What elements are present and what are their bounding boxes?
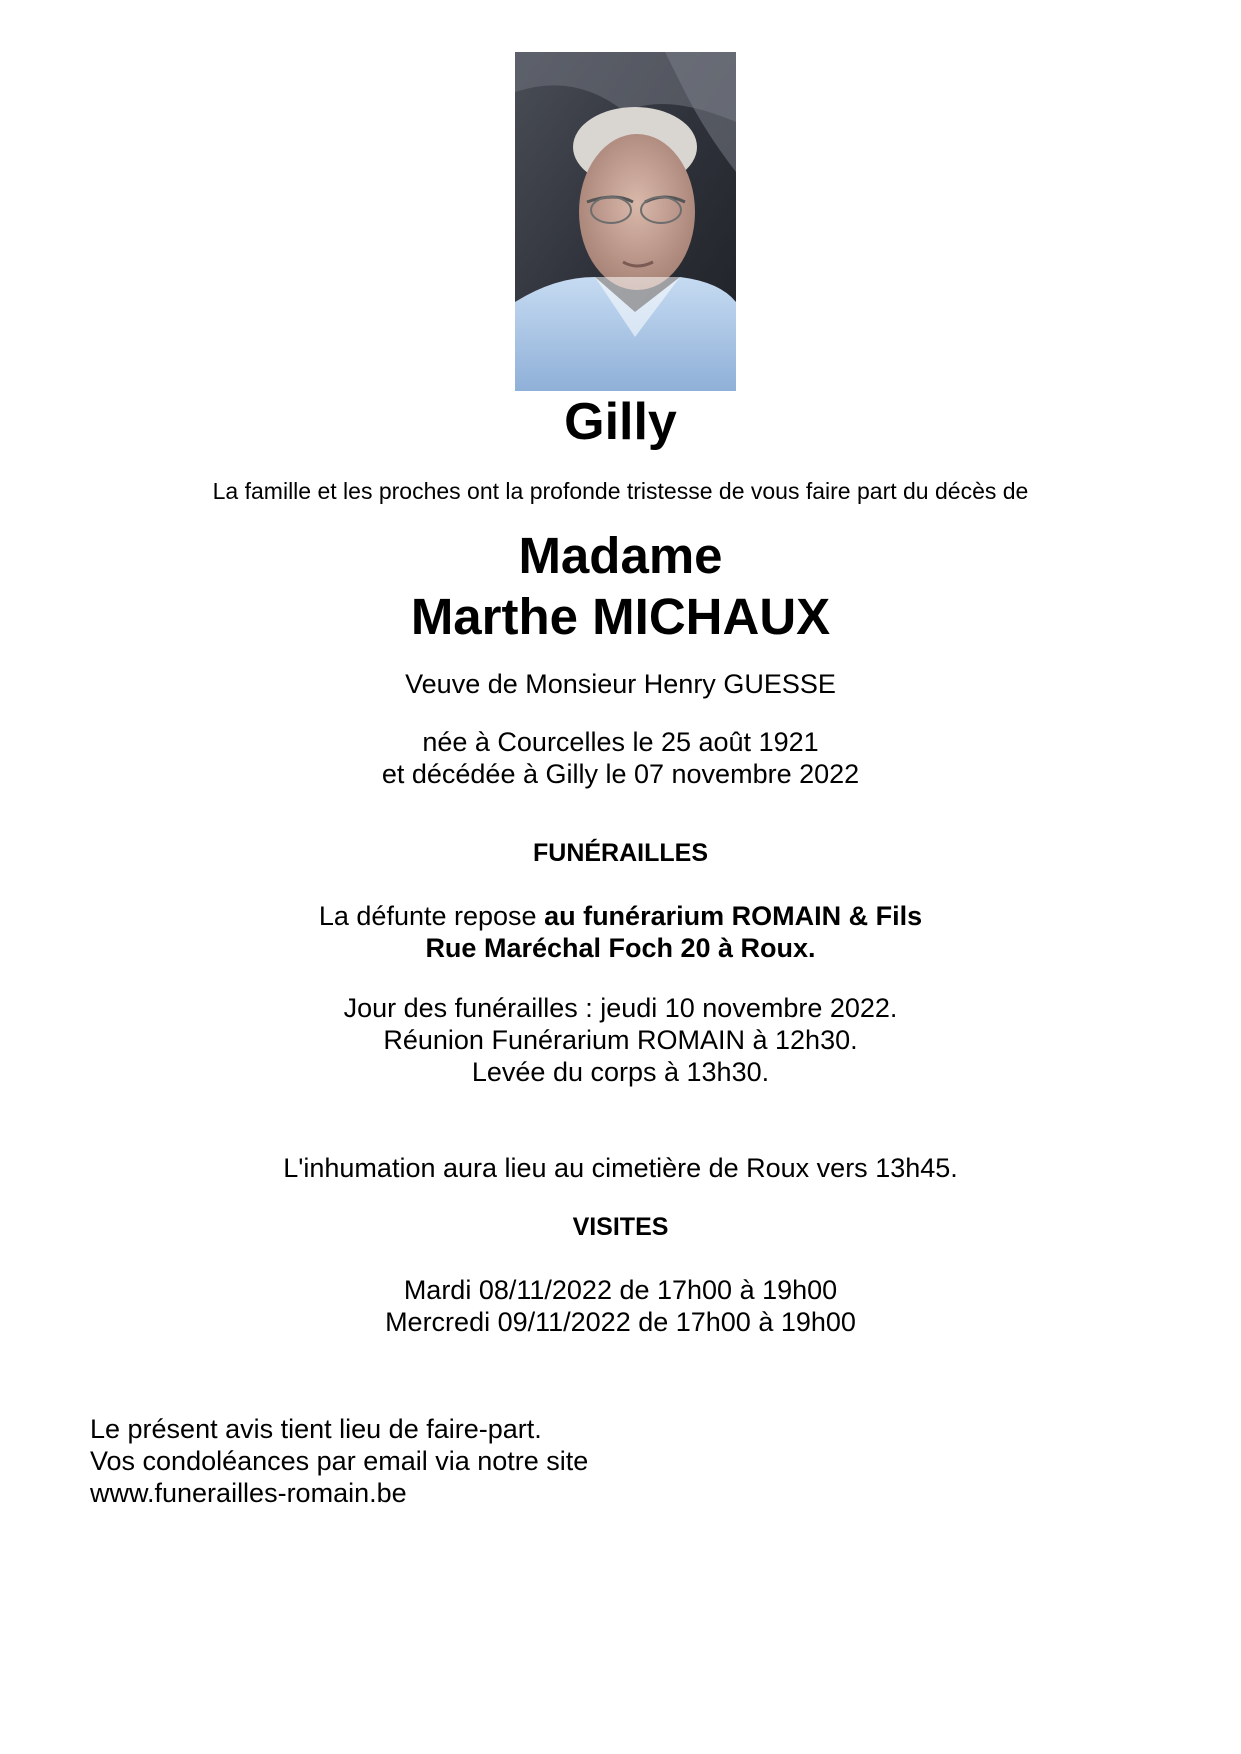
portrait-photo (515, 52, 736, 391)
rest-line (0, 900, 1241, 932)
birth-line: née à Courcelles le 25 août 1921 (422, 727, 819, 757)
footer-notice (90, 1413, 588, 1509)
widow-of: Veuve de Monsieur Henry GUESSE (405, 669, 836, 699)
funeral-heading: FUNÉRAILLES (533, 839, 708, 867)
funeral-meeting: Réunion Funérarium ROMAIN à 12h30. (383, 1025, 858, 1055)
rest-place-block (0, 900, 1241, 964)
funeral-day: Jour des funérailles : jeudi 10 novembre 2022. (343, 993, 898, 1023)
rest-address: Rue Maréchal Foch 20 à Roux. (425, 933, 816, 963)
death-line: et décédée à Gilly le 07 novembre 2022 (381, 759, 860, 789)
deceased-name-block (0, 525, 1241, 647)
deceased-name: Marthe MICHAUX (410, 588, 831, 645)
rest-prefix: La défunte repose (318, 901, 545, 931)
birth-death-block (0, 726, 1241, 790)
visit-slot: Mercredi 09/11/2022 de 17h00 à 19h00 (385, 1307, 856, 1337)
deceased-title: Madame (518, 527, 723, 584)
visit-slot: Mardi 08/11/2022 de 17h00 à 19h00 (403, 1275, 838, 1305)
funeral-lift: Levée du corps à 13h30. (471, 1057, 770, 1087)
burial-info: L'inhumation aura lieu au cimetière de Roux vers 13h45. (283, 1153, 958, 1183)
footer-line-1: Le présent avis tient lieu de faire-part. (90, 1414, 542, 1444)
visits-list (0, 1274, 1241, 1338)
visits-heading: VISITES (572, 1213, 669, 1241)
city-heading: Gilly (564, 393, 677, 451)
announcement-intro: La famille et les proches ont la profonde tristesse de vous faire part du décès de (212, 478, 1029, 504)
footer-line-2: Vos condoléances par email via notre site (90, 1446, 589, 1476)
funeral-schedule (0, 992, 1241, 1088)
website-link[interactable]: www.funerailles-romain.be (90, 1478, 407, 1508)
rest-place: au funérarium ROMAIN & Fils (544, 901, 923, 931)
